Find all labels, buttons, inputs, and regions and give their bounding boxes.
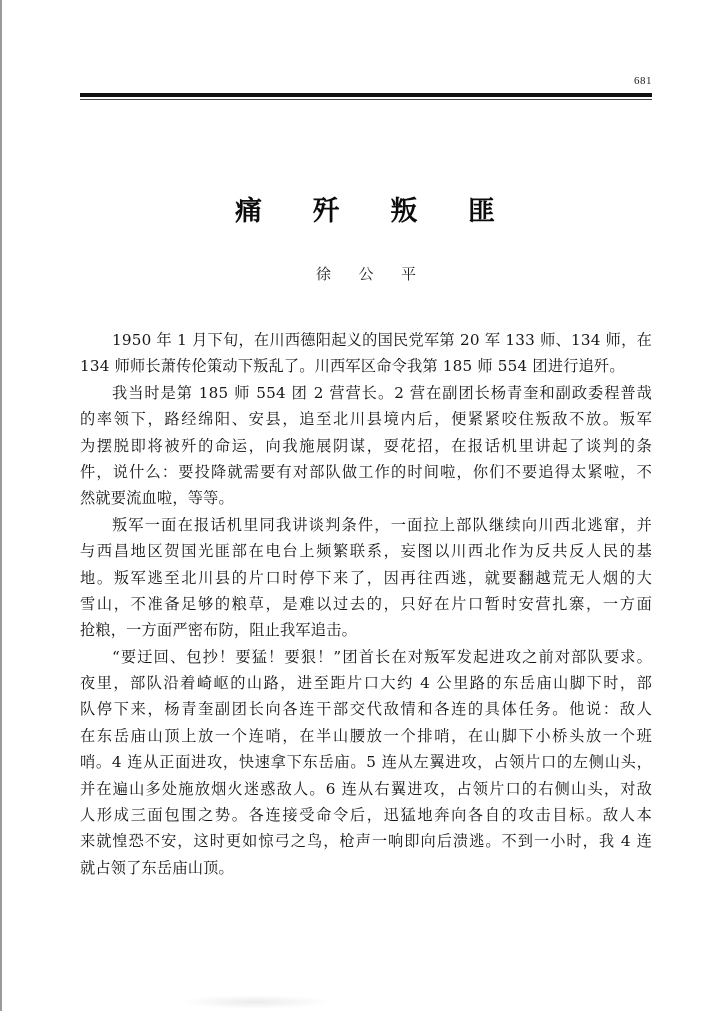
title-char: 匪 — [467, 196, 495, 227]
text-line: 抢粮，一方面严密布防，阻止我军追击。 — [80, 621, 357, 640]
text-line: 夜里，部队沿着崎岖的山路，进至距片口大约 4 公里路的东岳庙山脚下时，部 — [80, 674, 652, 693]
paragraph — [80, 644, 652, 882]
article-title — [235, 196, 495, 228]
scan-left-edge — [0, 0, 2, 1011]
text-line: 叛军一面在报话机里同我讲谈判条件，一面拉上部队继续向川西北逃窜，并 — [112, 515, 652, 534]
text-line: 就占领了东岳庙山顶。 — [80, 858, 234, 877]
text-line: 件，说什么：要投降就需要有对部队做工作的时间啦，你们不要追得太紧啦，不 — [80, 462, 652, 481]
paragraph — [80, 327, 652, 380]
title-char: 痛 — [235, 196, 262, 227]
header-rule-thin — [80, 99, 652, 100]
text-line: 与西昌地区贺国光匪部在电台上频繁联系，妄图以川西北作为反共反人民的基 — [80, 542, 652, 561]
title-char: 叛 — [390, 196, 418, 227]
article-body — [80, 327, 652, 881]
text-line: 地。叛军逃至北川县的片口时停下来了，因再往西逃，就要翻越荒无人烟的大 — [80, 568, 652, 587]
text-line: 人形成三面包围之势。各连接受命令后，迅猛地奔向各自的攻击目标。敌人本 — [80, 806, 652, 825]
page-number: 681 — [634, 75, 652, 87]
text-line: 在东岳庙山顶上放一个连哨，在半山腰放一个排哨，在山脚下小桥头放一个班 — [80, 726, 652, 745]
title-char: 歼 — [312, 196, 340, 227]
text-line: 然就要流血啦，等等。 — [80, 489, 234, 508]
text-line: “要迂回、包抄！要猛！要狠！”团首长在对叛军发起进攻之前对部队要求。 — [112, 647, 652, 666]
article-author — [316, 264, 416, 284]
author-char: 平 — [400, 265, 416, 283]
text-line: 的率领下，路经绵阳、安县，追至北川县境内后，便紧紧咬住叛敌不放。叛军 — [80, 410, 652, 429]
text-line: 哨。4 连从正面进攻，快速拿下东岳庙。5 连从左翼进攻，占领片口的左侧山头， — [80, 753, 652, 772]
text-line: 我当时是第 185 师 554 团 2 营营长。2 营在副团长杨青奎和副政委程普哉 — [112, 383, 652, 402]
text-line: 队停下来，杨青奎副团长向各连干部交代敌情和各连的具体任务。他说：敌人 — [80, 700, 652, 719]
header-rule-thick — [80, 93, 652, 97]
paragraph — [80, 512, 652, 644]
text-line: 并在遍山多处施放烟火迷惑敌人。6 连从右翼进攻，占领片口的右侧山头，对敌 — [80, 779, 652, 798]
paragraph — [80, 380, 652, 512]
author-char: 公 — [358, 265, 374, 283]
text-line: 为摆脱即将被歼的命运，向我施展阴谋，耍花招，在报话机里讲起了谈判的条 — [80, 436, 652, 455]
text-line: 来就惶恐不安，这时更如惊弓之鸟，枪声一响即向后溃逃。不到一小时，我 4 连 — [80, 832, 652, 851]
text-line: 134 师师长萧传伦策动下叛乱了。川西军区命令我第 185 师 554 团进行追歼。 — [80, 357, 625, 376]
scan-smudge — [180, 995, 330, 1009]
text-line: 1950 年 1 月下旬，在川西德阳起义的国民党军第 20 军 133 师、134 师，在 — [112, 331, 652, 349]
author-char: 徐 — [316, 265, 332, 283]
text-line: 雪山，不准备足够的粮草，是难以过去的，只好在片口暂时安营扎寨，一方面 — [80, 594, 652, 613]
